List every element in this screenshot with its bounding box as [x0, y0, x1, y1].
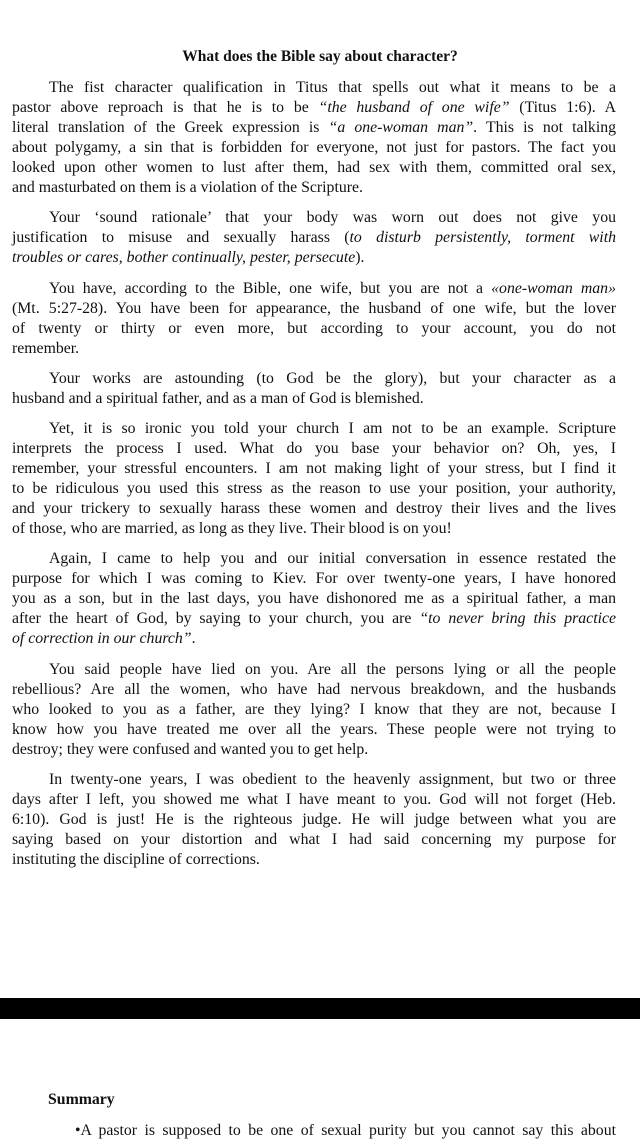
text-segment: (Mt. 5:27-28). You have been for appearance, the husband of one wife, but the lover [12, 299, 616, 317]
text-segment: rebellious? Are all the women, who have had nervous breakdown, and the husbands [12, 680, 616, 698]
text-segment: you as a son, but in the last days, you have dishonored me as a spiritual father, a man [12, 590, 616, 608]
text-line [12, 629, 616, 649]
text-segment: days after I left, you showed me what I have meant to you. God will not forget (Heb. [12, 791, 616, 809]
paragraph [12, 369, 616, 409]
text-line [12, 178, 616, 198]
paragraph [12, 419, 616, 539]
body-text [12, 78, 616, 880]
italic-text: troubles or cares, bother continually, pester, persecute [12, 249, 356, 267]
text-line [12, 208, 616, 228]
text-segment: who looked to you as a father, are they lying? I know that they are not, because I [12, 700, 616, 718]
text-line [12, 369, 616, 389]
text-segment: The fist character qualification in Titus that spells out what it means to be a [49, 79, 616, 96]
text-line [12, 319, 616, 339]
text-line [12, 248, 616, 268]
paragraph [12, 208, 616, 268]
text-segment: Yet, it is so ironic you told your church I am not to be an example. Scripture [49, 420, 616, 438]
text-segment: Again, I came to help you and our initial conversation in essence restated the [49, 550, 616, 568]
text-segment: . [191, 630, 196, 648]
italic-text: «one-woman man» [491, 279, 616, 297]
page-separator-band [0, 998, 640, 1019]
text-line [12, 569, 616, 589]
italic-text: of correction in our church” [12, 630, 192, 648]
text-segment: looked upon other women to lust after them, had sex with them, committed oral sex, [12, 159, 616, 176]
text-line [12, 459, 616, 479]
text-line [12, 389, 616, 409]
text-line [12, 680, 616, 700]
text-segment: You have, according to the Bible, one wife, but you are not a [49, 279, 492, 297]
text-segment: pastor above reproach is that he is to be [12, 99, 319, 116]
text-segment: instituting the discipline of corrections. [12, 851, 260, 869]
text-segment: purpose for which I was coming to Kiev. For over twenty-one years, I have honored [12, 570, 616, 588]
text-segment: to be ridiculous you used this stress as the reason to use your position, your authority, [12, 480, 616, 498]
paragraph [12, 549, 616, 649]
text-line [12, 609, 616, 629]
text-segment: ). [355, 249, 365, 267]
text-segment: destroy; they were confused and wanted you to get help. [12, 740, 369, 758]
paragraph [12, 279, 616, 359]
text-line [12, 589, 616, 609]
text-segment: interprets the process I used. What do you base your behavior on? Oh, yes, I [12, 440, 616, 458]
text-segment: and your trickery to sexually harass these women and destroy their lives and the lives [12, 500, 616, 518]
text-segment: of twenty or thirty or even more, but according to your account, you do not [12, 319, 616, 337]
text-line [12, 158, 616, 178]
text-segment: about polygamy, a sin that is forbidden for everyone, not just for pastors. The fact you [12, 139, 616, 156]
text-line [12, 700, 616, 720]
text-segment: 6:10). God is just! He is the righteous judge. He will judge between what you are [12, 811, 616, 829]
text-line [12, 339, 616, 359]
summary-heading: Summary [48, 1091, 115, 1108]
text-segment: saying based on your distortion and what I had said concerning my purpose for [12, 831, 616, 849]
text-line [12, 439, 616, 459]
text-line [12, 228, 616, 248]
summary-bullet: •A pastor is supposed to be one of sexual purity but you cannot say this about [75, 1122, 616, 1139]
paragraph [12, 770, 616, 870]
italic-text: “a one-woman man” [328, 119, 474, 136]
text-line [12, 519, 616, 539]
text-line [12, 299, 616, 319]
text-line [12, 850, 616, 870]
italic-text: to disturb persistently, torment with [349, 229, 616, 247]
text-line [12, 78, 616, 98]
text-segment: In twenty-one years, I was obedient to the heavenly assignment, but two or three [49, 771, 616, 789]
text-line [12, 118, 616, 138]
text-segment: and masturbated on them is a violation of the Scripture. [12, 179, 363, 196]
text-segment: know how you have treated me over all the years. These people were not trying to [12, 720, 616, 738]
text-segment: after the heart of God, by saying to your church, you are [12, 610, 420, 628]
text-line [12, 830, 616, 850]
text-line [12, 98, 616, 118]
text-line [12, 479, 616, 499]
text-line [12, 660, 616, 680]
text-line [12, 810, 616, 830]
paragraph [12, 78, 616, 198]
text-line [12, 499, 616, 519]
text-segment: justification to misuse and sexually harass ( [12, 229, 350, 247]
text-segment: remember. [12, 339, 80, 357]
page-title: What does the Bible say about character? [182, 48, 458, 65]
text-line [12, 770, 616, 790]
text-line [12, 279, 616, 299]
text-segment: of those, who are married, as long as they live. Their blood is on you! [12, 520, 452, 538]
text-segment: Your works are astounding (to God be the glory), but your character as a [49, 369, 616, 387]
text-segment: literal translation of the Greek expression is [12, 119, 329, 136]
text-line [12, 419, 616, 439]
italic-text: “the husband of one wife” [318, 99, 510, 116]
text-segment: . This is not talking [473, 119, 617, 136]
text-segment: (Titus 1:6). A [509, 99, 616, 116]
text-segment: Your ‘sound rationale’ that your body was worn out does not give you [49, 209, 616, 227]
text-segment: remember, your stressful encounters. I am not making light of your stress, but I find it [12, 460, 616, 478]
text-line [12, 790, 616, 810]
text-line [12, 549, 616, 569]
paragraph [12, 660, 616, 760]
text-segment: husband and a spiritual father, and as a man of God is blemished. [12, 389, 424, 407]
text-line [12, 720, 616, 740]
text-line [12, 740, 616, 760]
text-segment: You said people have lied on you. Are all the persons lying or all the people [49, 660, 616, 678]
text-line [12, 138, 616, 158]
italic-text: “to never bring this practice [419, 610, 616, 628]
